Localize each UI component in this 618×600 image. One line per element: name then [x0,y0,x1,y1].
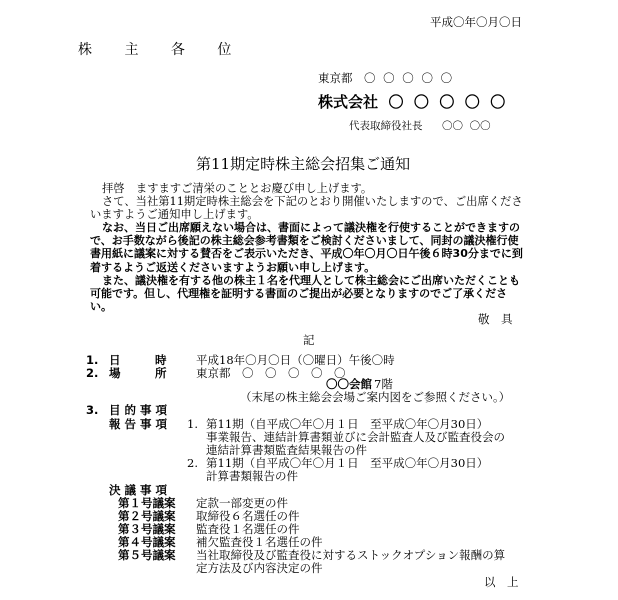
place-label: 場 所 [109,366,167,380]
meeting-announcement-paragraph: さて、当社第11期定時株主総会を下記のとおり開催いたしますので、ご出席くださいますようご通知申し上げます。 [90,195,523,222]
document-date: 平成〇年〇月〇日 [430,15,522,29]
item-3-number: 3. [86,403,99,417]
resolution-4-label: 第４号議案 [118,535,176,549]
resolution-5-label: 第５号議案 [118,548,176,562]
notice-title: 第11期定時株主総会招集ご通知 [196,155,411,173]
company-name: 株式会社 〇 〇 〇 〇 〇 [318,93,506,111]
resolution-3-text: 監査役１名選任の件 [196,522,300,536]
place-value: 東京都 〇 〇 〇 〇 〇 [196,366,346,380]
venue-note: （末尾の株主総会会場ご案内図をご参照ください。） [240,390,511,404]
report-1-detail: 事業報告、連結計算書類並びに会計監査人及び監査役会の [206,430,505,444]
report-matters-label: 報 告 事 項 [109,417,168,431]
date-label: 日 時 [109,353,167,367]
resolution-1-label: 第１号議案 [118,496,176,510]
representative-title: 代表取締役社長 [349,120,423,132]
resolution-matters-label: 決 議 事 項 [109,483,168,497]
report-2-period: 第11期（自平成〇年〇月１日 至平成〇年〇月30日） [206,456,489,470]
proxy-paragraph: また、議決権を有する他の株主１名を代理人として株主総会にご出席いただくことも可能です。但し、代理権を証明する書面のご提出が必要となりますのでご了承ください。 [90,274,520,314]
resolution-1-text: 定款一部変更の件 [196,496,288,510]
venue-floor: 7階 [374,377,393,391]
resolution-5-text: 当社取締役及び監査役に対するストックオプション報酬の算 [196,548,506,562]
voting-by-mail-paragraph: なお、当日ご出席願えない場合は、書面によって議決権を行使することができますので、お手数ながら後記の株主総会参考書類をご検討くださいまして、同封の議決権行使書用紙に議案に対する賛否をご表示いただき、平成〇年〇月〇日午後６時30分までに到着するようご返送くださいますようお願い申し上げます。 [90,221,523,274]
resolution-2-text: 取締役６名選任の件 [196,509,300,523]
date-value: 平成18年〇月〇日（〇曜日）午後〇時 [196,353,395,367]
addressee: 株 主 各 位 [78,42,246,58]
resolution-5-text-cont: 定方法及び内容決定の件 [196,561,323,575]
report-2-number: 2. [187,456,198,470]
report-2-detail: 計算書類報告の件 [206,469,298,483]
closing-keigu: 敬 具 [478,312,513,326]
resolution-4-text: 補欠監査役１名選任の件 [196,535,323,549]
venue-name: 〇〇会館 [326,377,372,391]
report-1-number: 1. [187,417,198,431]
ki-marker: 記 [303,333,315,347]
closing-ijou: 以 上 [484,575,519,589]
greeting-paragraph: 拝啓 ますますご清栄のこととお慶び申し上げます。 [102,182,373,195]
resolution-2-label: 第２号議案 [118,509,176,523]
representative-name: 〇〇 〇〇 [442,120,491,132]
agenda-label: 目 的 事 項 [109,403,168,417]
item-1-number: 1. [86,353,99,367]
resolution-3-label: 第３号議案 [118,522,176,536]
report-1-detail-cont: 連結計算書類監査結果報告の件 [206,443,367,457]
report-1-period: 第11期（自平成〇年〇月１日 至平成〇年〇月30日） [206,417,489,431]
item-2-number: 2. [86,366,99,380]
sender-address-label: 東京都 [318,71,353,85]
sender-address-value: 〇 〇 〇 〇 〇 [364,71,455,85]
